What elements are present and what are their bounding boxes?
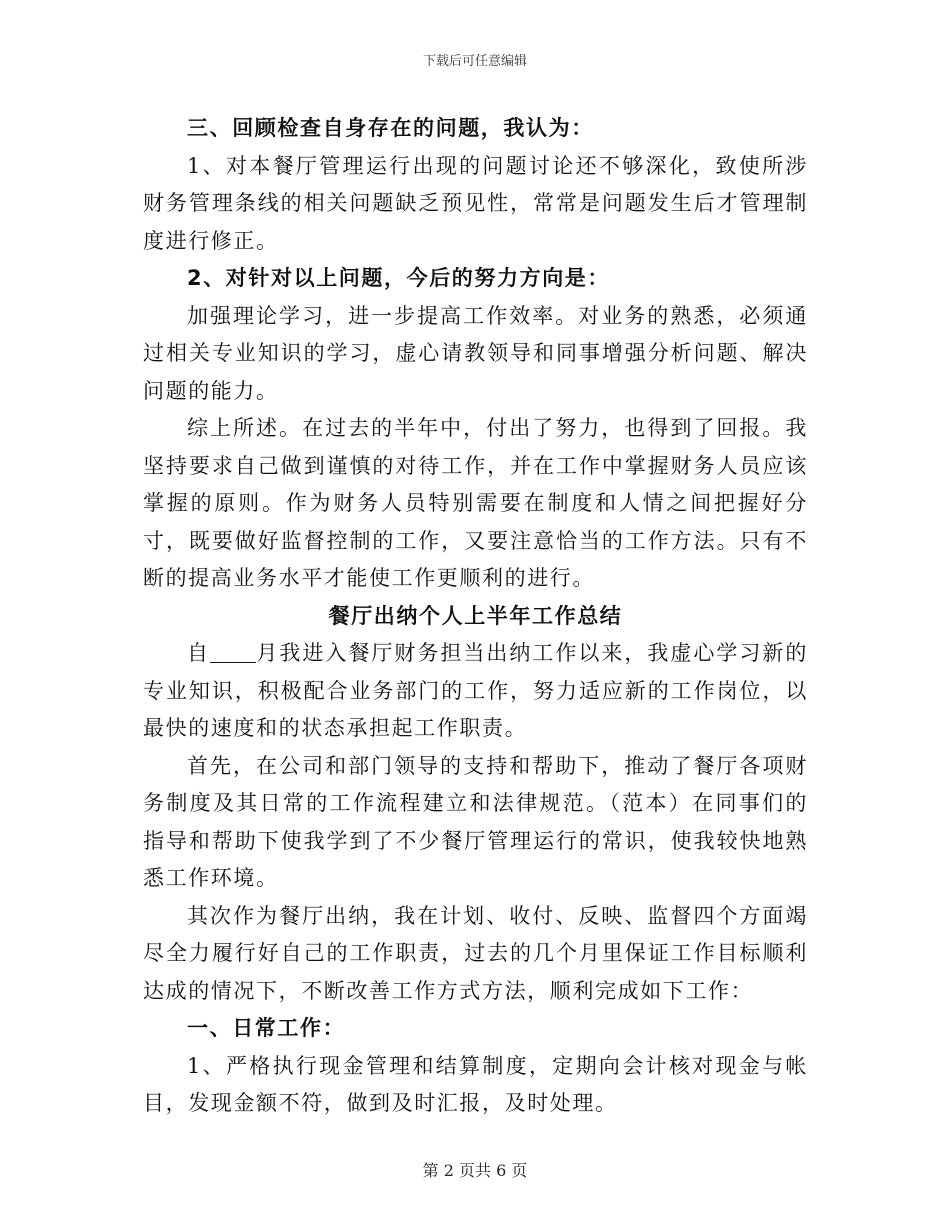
- section-heading: 三、回顾检查自身存在的问题，我认为：: [187, 116, 594, 140]
- paragraph: 1、对本餐厅管理运行出现的问题讨论还不够深化，致使所涉财务管理条线的相关问题缺乏预见性，常常是问题发生后才管理制度进行修正。: [143, 153, 808, 253]
- paragraph: 其次作为餐厅出纳，我在计划、收付、反映、监督四个方面竭尽全力履行好自己的工作职责，过去的几个月里保证工作目标顺利达成的情况下，不断改善工作方式方法，顺利完成如下工作：: [143, 903, 808, 1003]
- paragraph: 1、严格执行现金管理和结算制度，定期向会计核对现金与帐目，发现金额不符，做到及时汇报，及时处理。: [143, 1053, 808, 1115]
- page-footer: 第 2 页共 6 页: [422, 1161, 528, 1180]
- page-header: 下载后可任意编辑: [422, 54, 527, 69]
- intro-prefix: 自: [187, 641, 210, 665]
- section-heading: 一、日常工作：: [187, 1016, 346, 1040]
- fill-in-blank: [210, 641, 256, 663]
- paragraph: 首先，在公司和部门领导的支持和帮助下，推动了餐厅各项财务制度及其日常的工作流程建立和法律规范。（范本）在同事们的指导和帮助下使我学到了不少餐厅管理运行的常识，使我较快地熟悉工作环境。: [143, 753, 808, 890]
- paragraph: 综上所述。在过去的半年中，付出了努力，也得到了回报。我坚持要求自己做到谨慎的对待工作，并在工作中掌握财务人员应该掌握的原则。作为财务人员特别需要在制度和人情之间把握好分寸，既要做好监督控制的工作，又要注意恰当的工作方法。只有不断的提高业务水平才能使工作更顺利的进行。: [143, 416, 808, 590]
- section-heading: 2、对针对以上问题，今后的努力方向是：: [187, 266, 611, 290]
- paragraph-intro: [143, 635, 808, 748]
- document-body: [143, 110, 808, 1123]
- intro-text: 月我进入餐厅财务担当出纳工作以来，我虚心学习新的专业知识，积极配合业务部门的工作，努力适应新的工作岗位，以最快的速度和的状态承担起工作职责。: [143, 641, 808, 740]
- article-title: 餐厅出纳个人上半年工作总结: [328, 603, 623, 628]
- paragraph: 加强理论学习，进一步提高工作效率。对业务的熟悉，必须通过相关专业知识的学习，虚心请教领导和同事增强分析问题、解决问题的能力。: [143, 303, 808, 403]
